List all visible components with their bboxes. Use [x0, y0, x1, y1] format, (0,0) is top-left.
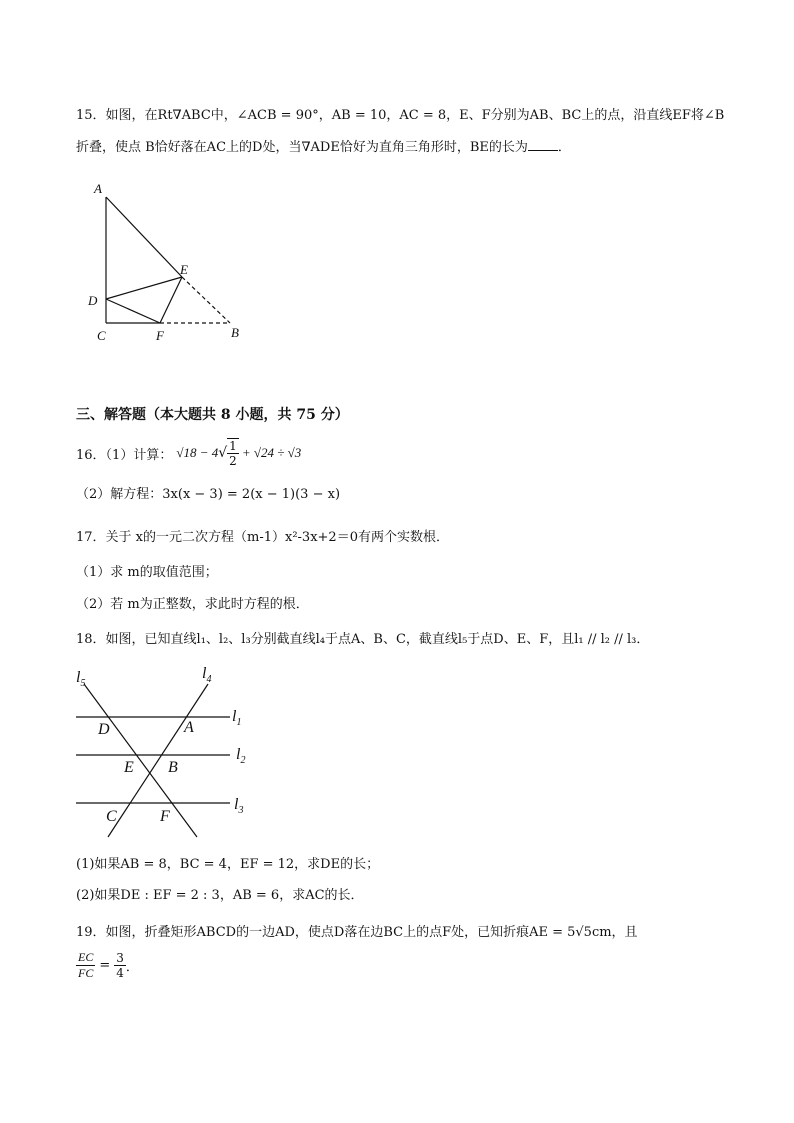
- label-l2: $l_2$: [236, 746, 246, 766]
- q16-frac-num: 1: [229, 439, 237, 453]
- label-l3: $l_3$: [234, 796, 244, 816]
- q15-line2-end: ．: [557, 140, 571, 155]
- q19-frac1-num: EC: [78, 950, 94, 964]
- segment-AE: [106, 197, 182, 277]
- q19-frac2-num: 3: [116, 951, 124, 965]
- q18-part2: (2)如果DE : EF = 2 : 3，AB = 6，求AC的长．: [76, 888, 364, 903]
- segment-EF: [160, 277, 182, 323]
- q18-part1: (1)如果AB = 8，BC = 4，EF = 12，求DE的长；: [76, 857, 380, 872]
- q17-part1: （1）求 m的取值范围；: [76, 565, 218, 580]
- line-l5: [84, 684, 197, 837]
- q15-line1: 15．如图，在Rt∇ABC中，∠ACB = 90°，AB = 10，AC = 8，E、F分别为AB、BC上的点，沿直线EF将∠B: [76, 108, 725, 123]
- label-D: D: [98, 721, 110, 738]
- q15-line2-text: 折叠，使点 B恰好落在AC上的D处，当∇ADE恰好为直角三角形时，BE的长为: [76, 140, 528, 155]
- q15-line2: [76, 136, 571, 155]
- q18-stem: 18．如图，已知直线l₁、l₂、l₃分别截直线l₄于点A、B、C，截直线l₅于点D、E、F，且l₁ // l₂ // l₃．: [76, 632, 650, 647]
- q19-line1: 19．如图，折叠矩形ABCD的一边AD，使点D落在边BC上的点F处，已知折痕AE = 5√5cm，且: [76, 925, 638, 940]
- segment-DE: [106, 277, 182, 299]
- q18-figure: [72, 662, 262, 842]
- q19-fraction-3-4: [114, 951, 126, 980]
- label-A: A: [94, 181, 102, 196]
- q16-expr-a: √18 − 4: [176, 445, 219, 460]
- q16-part1: 16．（1）计算： √18 − 4 √ $\frac{1}{2}$ + √24 ÷ √3: [76, 439, 302, 468]
- segment-DF: [106, 299, 160, 323]
- q19-line2: [76, 950, 139, 981]
- q16-fraction: [227, 438, 239, 468]
- label-B: B: [231, 325, 239, 340]
- answer-blank: [528, 138, 558, 151]
- dashed-EB: [182, 277, 230, 323]
- section-title: 三、解答题（本大题共 8 小题，共 75 分）: [76, 407, 349, 423]
- label-l5: $l_5$: [76, 669, 86, 689]
- q19-frac2-den: 4: [116, 966, 124, 980]
- label-C: C: [97, 328, 106, 343]
- label-B: B: [168, 759, 178, 776]
- label-E: E: [124, 759, 134, 776]
- label-D: D: [88, 293, 98, 308]
- q15-figure: [80, 175, 260, 350]
- q19-frac1-den: FC: [78, 966, 94, 980]
- label-E: E: [180, 262, 188, 277]
- q19-equals: =: [99, 958, 111, 973]
- label-A: A: [184, 719, 194, 736]
- q16-part2: （2）解方程：3x(x − 3) = 2(x − 1)(3 − x): [76, 487, 341, 502]
- line-l4: [108, 684, 208, 837]
- q16-part1-label: 16．（1）计算：: [76, 447, 173, 463]
- label-F: F: [160, 808, 170, 825]
- q17-part2: （2）若 m为正整数，求此时方程的根．: [76, 597, 309, 612]
- q16-frac-den: 2: [229, 454, 237, 468]
- label-l1: $l_1$: [232, 708, 242, 728]
- label-C: C: [106, 808, 117, 825]
- q17-stem: 17．关于 x的一元二次方程（m-1）x²-3x+2＝0有两个实数根．: [76, 530, 449, 545]
- label-l4: $l_4$: [202, 665, 212, 685]
- q16-expr-b: + √24 ÷ √3: [241, 445, 302, 460]
- label-F: F: [156, 328, 164, 343]
- q19-fraction-ec-fc: [76, 950, 95, 981]
- q19-end: ．: [125, 960, 139, 975]
